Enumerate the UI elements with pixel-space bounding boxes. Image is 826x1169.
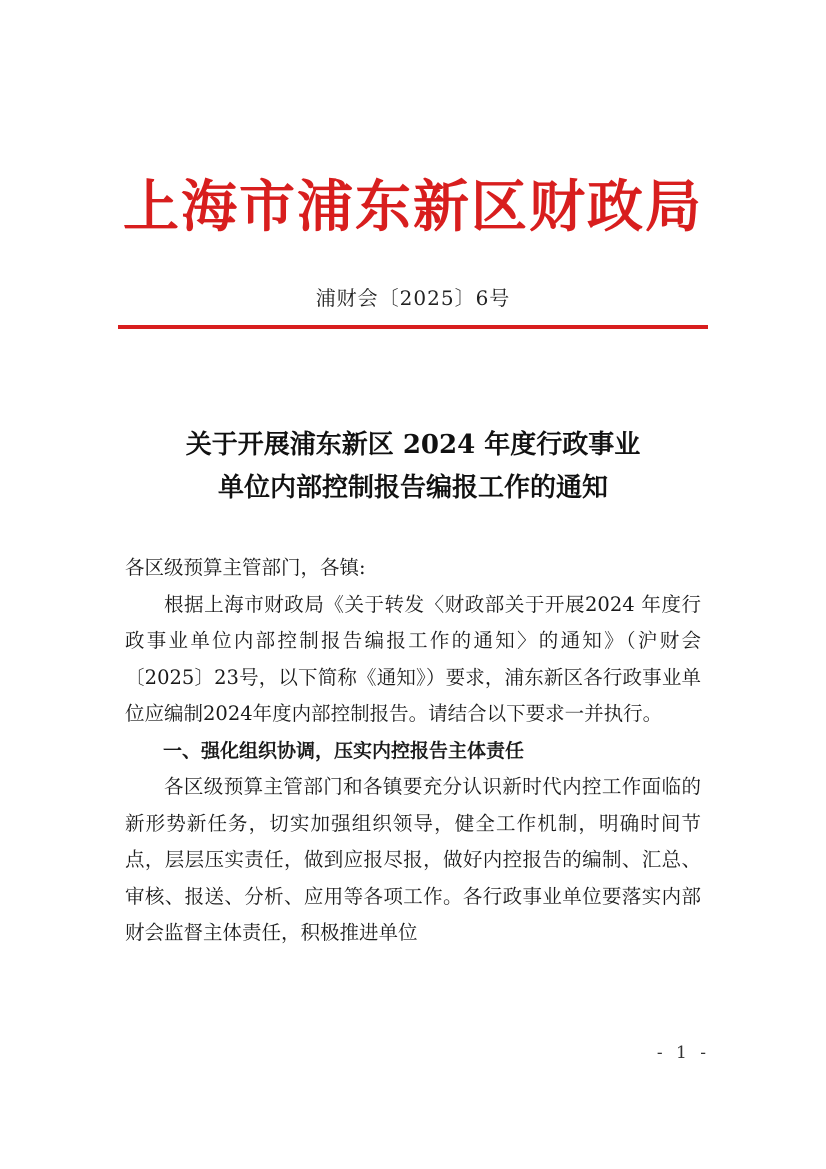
notice-title	[118, 424, 708, 510]
document-number: 浦财会〔2025〕6号	[315, 286, 511, 310]
body-paragraph-1: 根据上海市财政局《关于转发〈财政部关于开展2024 年度行政事业单位内部控制报告编报工作的通知〉的通知》（沪财会〔2025〕23号，以下简称《通知》）要求，浦东新区各行政事业单位应编制2024年度内部控制报告。请结合以下要求一并执行。	[125, 592, 701, 725]
notice-body	[125, 550, 701, 952]
section-heading-1: 一、强化组织协调，压实内控报告主体责任	[163, 739, 525, 762]
red-divider-line	[118, 325, 708, 329]
body-paragraph-2: 各区级预算主管部门和各镇要充分认识新时代内控工作面临的新形势新任务，切实加强组织领导，健全工作机制，明确时间节点，层层压实责任，做到应报尽报，做好内控报告的编制、汇总、审核、报送、分析、应用等各项工作。各行政事业单位要落实内部财会监督主体责任，积极推进单位	[125, 775, 701, 944]
salutation: 各区级预算主管部门，各镇:	[125, 556, 366, 579]
agency-header-title: 上海市浦东新区财政局	[123, 174, 703, 240]
notice-title-line-2: 单位内部控制报告编报工作的通知	[217, 473, 608, 503]
page-number: - 1 -	[656, 1043, 710, 1063]
notice-title-line-1: 关于开展浦东新区 2024 年度行政事业	[185, 430, 641, 460]
